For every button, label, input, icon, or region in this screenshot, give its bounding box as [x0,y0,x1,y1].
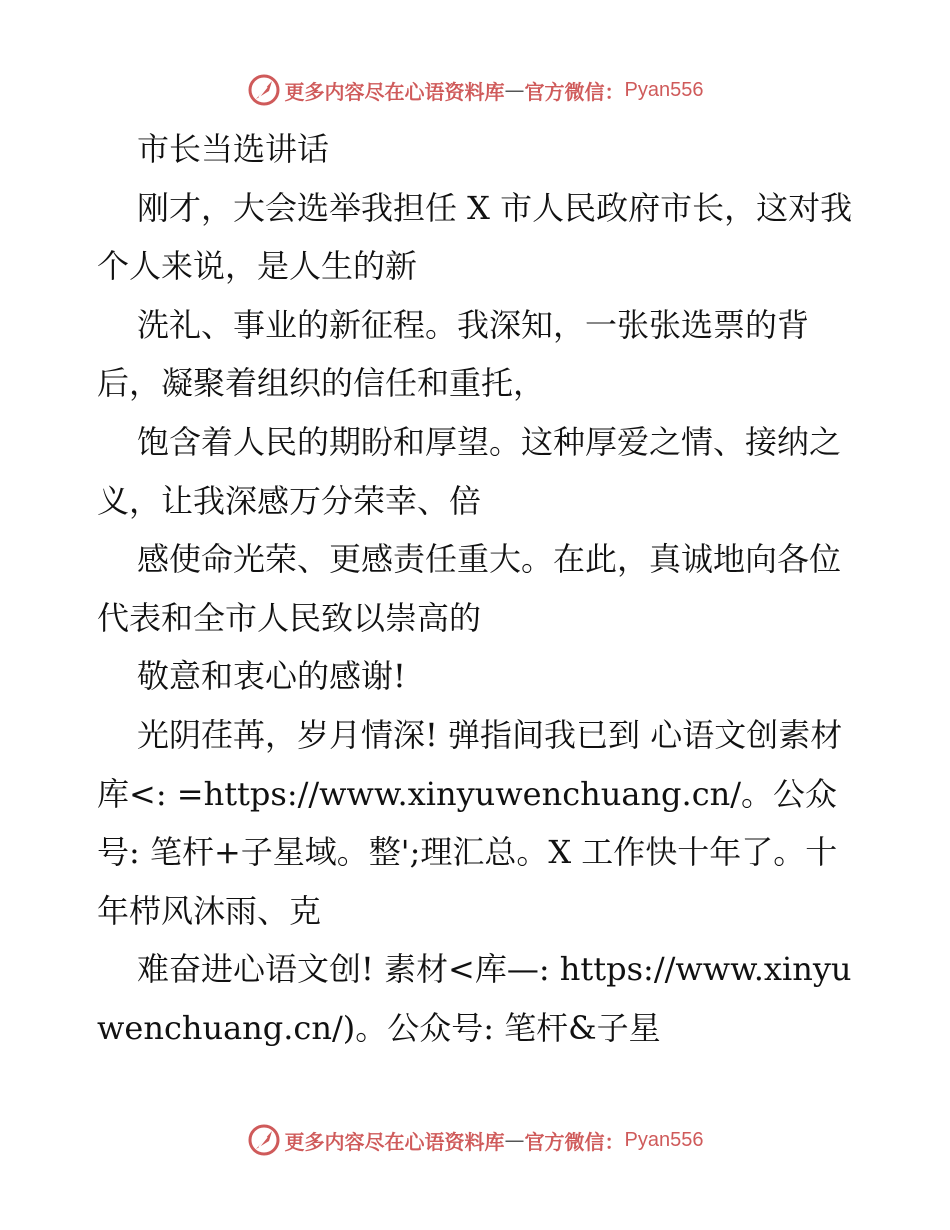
paragraph: 饱含着人民的期盼和厚望。这种厚爱之情、接纳之义，让我深感万分荣幸、倍 [97,422,842,520]
banner-wechat-label: 官方微信： [524,1129,625,1154]
banner-wechat-id: Pyan556 [624,78,704,101]
feather-pen-logo-icon [247,1123,281,1157]
banner-separator: — [504,78,525,102]
banner-wechat-id: Pyan556 [624,1128,704,1151]
paragraph: 难奋进心语文创! 素材<库—: https://www.xinyuwenchuang.cn/)。公众号: 笔杆&子星 [97,950,852,1047]
banner-text: 更多内容尽在心语资料库 [284,79,505,104]
footer-banner [0,1120,950,1160]
paragraph: 敬意和衷心的感谢! [137,657,406,696]
paragraph: 洗礼、事业的新征程。我深知，一张张选票的背后，凝聚着组织的信任和重托， [97,305,810,403]
banner-wechat-label: 官方微信： [524,79,625,104]
paragraph: 刚才，大会选举我担任 X 市人民政府市长，这对我个人来说，是人生的新 [97,188,853,286]
banner-text: 更多内容尽在心语资料库 [284,1129,505,1154]
paragraph: 感使命光荣、更感责任重大。在此，真诚地向各位代表和全市人民致以崇高的 [97,540,842,637]
document-body [97,120,857,1058]
header-banner [0,70,950,110]
paragraph: 光阴荏苒，岁月情深! 弹指间我已到 心语文创素材库<: =https://www.xinyuwenchuang.cn/。公众号: 笔杆+子星域。整';理汇总。X 工作快十年了。十年栉风沐雨、克 [97,715,843,930]
banner-separator: — [504,1128,525,1152]
feather-pen-logo-icon [247,73,281,107]
document-title: 市长当选讲话 [137,130,330,168]
